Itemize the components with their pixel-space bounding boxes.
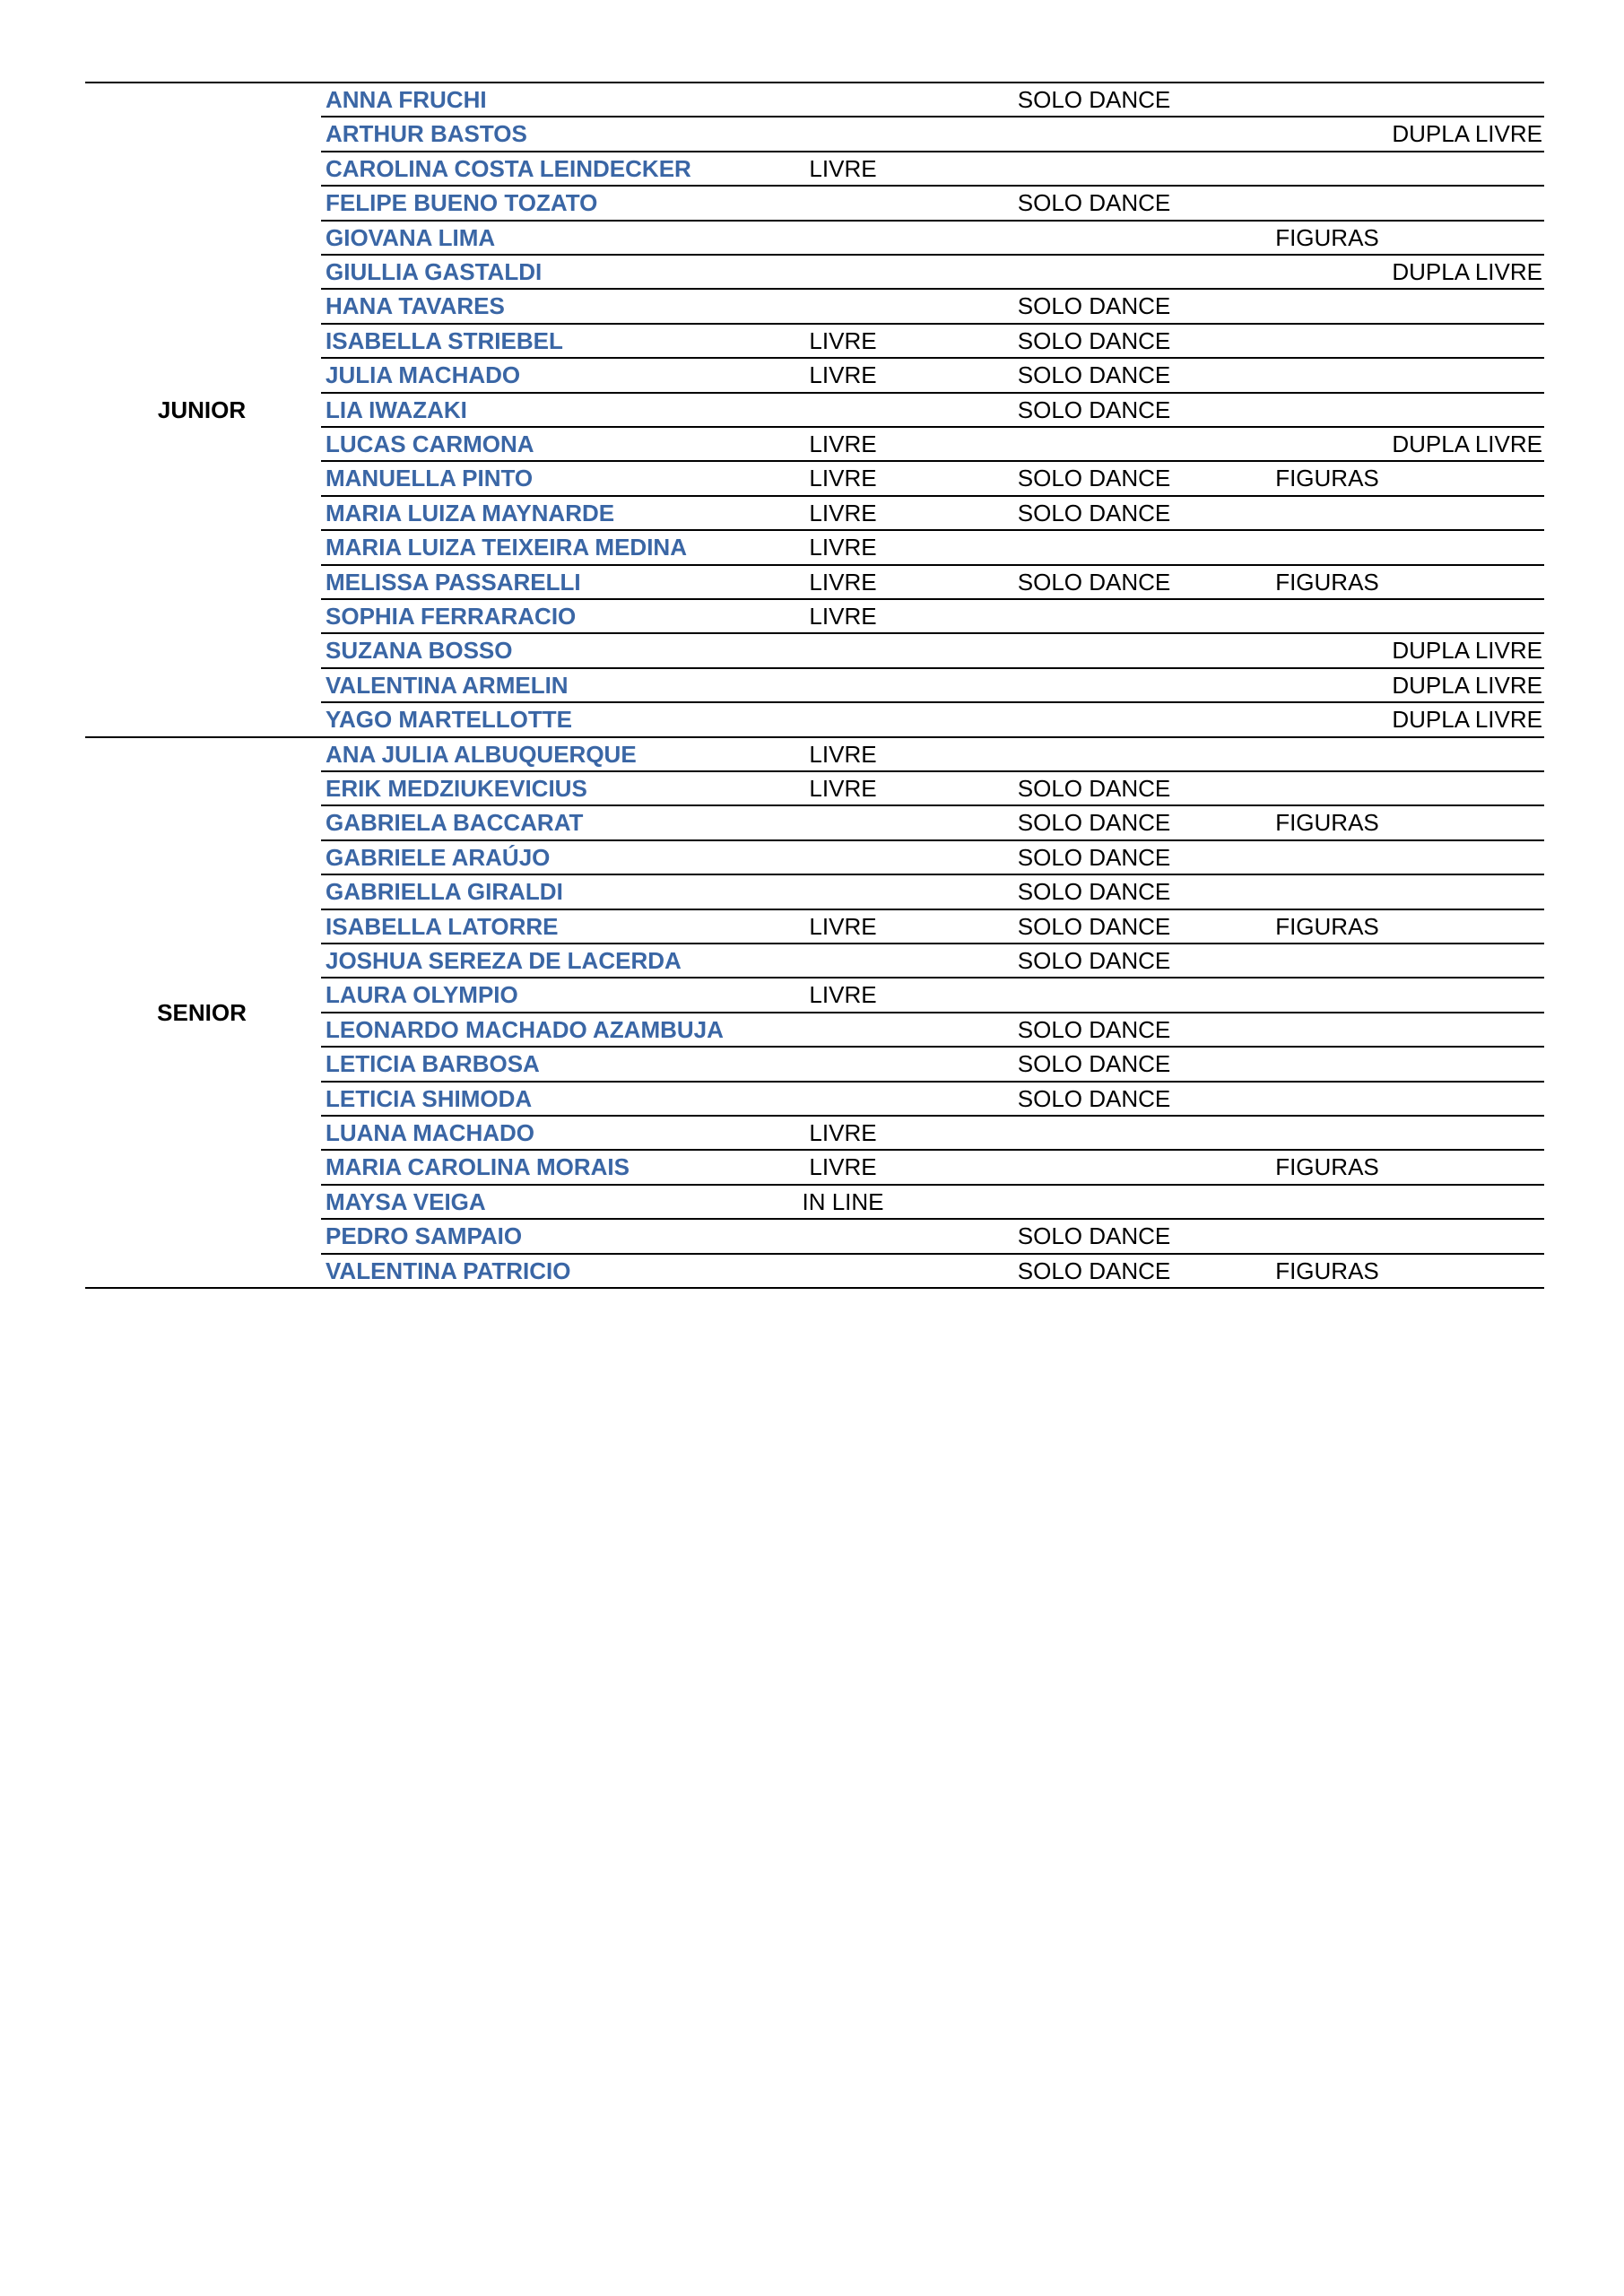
athlete-name: LETICIA BARBOSA: [326, 1050, 540, 1078]
table-row: [0, 427, 1624, 461]
event-figuras: [1273, 1013, 1381, 1047]
event-solo-dance: SOLO DANCE: [1017, 1257, 1171, 1284]
athlete-name: GIOVANA LIMA: [326, 223, 496, 251]
athlete-name: SOPHIA FERRARACIO: [326, 603, 577, 630]
event-solo-dance: [1013, 530, 1175, 564]
event-dupla-livre: [1381, 1219, 1542, 1253]
event-dupla-livre: [1381, 186, 1542, 220]
table-row: [0, 737, 1624, 771]
event-dupla-livre: [1381, 909, 1542, 944]
event-dupla-livre: DUPLA LIVRE: [1392, 258, 1542, 285]
event-solo-dance: [1013, 702, 1175, 736]
event-livre: [789, 186, 897, 220]
athlete-name: MARIA CAROLINA MORAIS: [326, 1153, 630, 1181]
event-solo-dance: SOLO DANCE: [1017, 86, 1171, 113]
event-livre: LIVRE: [809, 534, 877, 561]
event-dupla-livre: [1381, 496, 1542, 530]
event-figuras: [1273, 771, 1381, 805]
table-row: [0, 255, 1624, 289]
event-solo-dance: SOLO DANCE: [1017, 1015, 1171, 1043]
event-solo-dance: SOLO DANCE: [1017, 361, 1171, 389]
table-row: [0, 771, 1624, 805]
event-dupla-livre: [1381, 1116, 1542, 1150]
event-solo-dance: [1013, 668, 1175, 702]
event-figuras: [1273, 599, 1381, 633]
table-row: [0, 1116, 1624, 1150]
event-figuras: [1273, 668, 1381, 702]
event-livre: [789, 83, 897, 117]
table-row: [0, 565, 1624, 599]
table-row: [0, 83, 1624, 117]
event-solo-dance: SOLO DANCE: [1017, 912, 1171, 940]
event-figuras: [1273, 358, 1381, 392]
event-livre: [789, 1047, 897, 1081]
event-dupla-livre: DUPLA LIVRE: [1392, 671, 1542, 699]
event-livre: [789, 805, 897, 839]
table-row: [0, 840, 1624, 874]
athlete-name: HANA TAVARES: [326, 292, 505, 320]
event-solo-dance: [1013, 255, 1175, 289]
event-livre: [789, 1219, 897, 1253]
table-row: [0, 633, 1624, 667]
event-livre: LIVRE: [809, 1119, 877, 1146]
athlete-name: PEDRO SAMPAIO: [326, 1222, 523, 1250]
athlete-name: MARIA LUIZA MAYNARDE: [326, 499, 615, 526]
event-figuras: FIGURAS: [1275, 1153, 1379, 1181]
event-solo-dance: SOLO DANCE: [1017, 947, 1171, 974]
event-livre: [789, 289, 897, 323]
table-row: [0, 599, 1624, 633]
athlete-name: ERIK MEDZIUKEVICIUS: [326, 775, 587, 802]
athlete-name: VALENTINA PATRICIO: [326, 1257, 571, 1284]
event-figuras: [1273, 944, 1381, 978]
event-solo-dance: [1013, 221, 1175, 255]
event-dupla-livre: DUPLA LIVRE: [1392, 706, 1542, 734]
event-figuras: FIGURAS: [1275, 912, 1379, 940]
event-livre: LIVRE: [809, 1153, 877, 1181]
event-figuras: FIGURAS: [1275, 223, 1379, 251]
table-row: [0, 221, 1624, 255]
event-solo-dance: SOLO DANCE: [1017, 1084, 1171, 1112]
athlete-name: LETICIA SHIMODA: [326, 1084, 533, 1112]
table-row: [0, 1254, 1624, 1288]
event-livre: LIVRE: [809, 465, 877, 492]
event-solo-dance: SOLO DANCE: [1017, 878, 1171, 906]
event-livre: LIVRE: [809, 361, 877, 389]
event-livre: [789, 702, 897, 736]
table-row: [0, 530, 1624, 564]
event-dupla-livre: [1381, 1185, 1542, 1219]
table-row: [0, 461, 1624, 495]
athlete-name: YAGO MARTELLOTTE: [326, 706, 572, 734]
event-dupla-livre: [1381, 83, 1542, 117]
athlete-name: ISABELLA STRIEBEL: [326, 326, 563, 354]
event-figuras: [1273, 840, 1381, 874]
event-solo-dance: [1013, 978, 1175, 1012]
athlete-name: JOSHUA SEREZA DE LACERDA: [326, 947, 682, 974]
table-row: [0, 874, 1624, 909]
event-dupla-livre: [1381, 461, 1542, 495]
event-figuras: [1273, 1047, 1381, 1081]
event-livre: LIVRE: [809, 568, 877, 596]
event-solo-dance: SOLO DANCE: [1017, 568, 1171, 596]
event-figuras: [1273, 427, 1381, 461]
event-dupla-livre: [1381, 1254, 1542, 1288]
athlete-name: ARTHUR BASTOS: [326, 120, 527, 148]
table-row: [0, 909, 1624, 944]
athlete-name: ANNA FRUCHI: [326, 86, 487, 113]
event-livre: LIVRE: [809, 603, 877, 630]
event-solo-dance: [1013, 152, 1175, 186]
athlete-name: LEONARDO MACHADO AZAMBUJA: [326, 1015, 724, 1043]
athlete-name: GABRIELE ARAÚJO: [326, 843, 551, 871]
event-dupla-livre: [1381, 1082, 1542, 1116]
table-row: [0, 186, 1624, 220]
event-livre: [789, 633, 897, 667]
athlete-name: GIULLIA GASTALDI: [326, 258, 543, 285]
event-figuras: [1273, 152, 1381, 186]
event-livre: LIVRE: [809, 981, 877, 1009]
event-solo-dance: SOLO DANCE: [1017, 1222, 1171, 1250]
table-row: [0, 496, 1624, 530]
athlete-name: SUZANA BOSSO: [326, 637, 513, 665]
table-row: [0, 289, 1624, 323]
event-figuras: FIGURAS: [1275, 809, 1379, 837]
event-dupla-livre: [1381, 530, 1542, 564]
athlete-name: LIA IWAZAKI: [326, 396, 467, 423]
athlete-name: JULIA MACHADO: [326, 361, 521, 389]
event-dupla-livre: [1381, 1013, 1542, 1047]
event-livre: LIVRE: [809, 326, 877, 354]
athlete-name: GABRIELA BACCARAT: [326, 809, 584, 837]
event-figuras: [1273, 324, 1381, 358]
event-dupla-livre: [1381, 324, 1542, 358]
event-dupla-livre: [1381, 944, 1542, 978]
event-livre: [789, 840, 897, 874]
event-livre: [789, 1254, 897, 1288]
event-dupla-livre: DUPLA LIVRE: [1392, 120, 1542, 148]
event-solo-dance: SOLO DANCE: [1017, 775, 1171, 802]
event-solo-dance: SOLO DANCE: [1017, 292, 1171, 320]
table-row: [0, 1047, 1624, 1081]
event-dupla-livre: [1381, 358, 1542, 392]
event-livre: LIVRE: [809, 499, 877, 526]
event-livre: [789, 874, 897, 909]
athlete-name: MELISSA PASSARELLI: [326, 568, 581, 596]
event-solo-dance: [1013, 1185, 1175, 1219]
table-row: [0, 1082, 1624, 1116]
event-solo-dance: [1013, 633, 1175, 667]
event-livre: LIVRE: [809, 430, 877, 457]
event-solo-dance: SOLO DANCE: [1017, 396, 1171, 423]
event-solo-dance: [1013, 427, 1175, 461]
event-figuras: [1273, 289, 1381, 323]
event-livre: IN LINE: [802, 1187, 884, 1215]
event-dupla-livre: DUPLA LIVRE: [1392, 430, 1542, 457]
event-solo-dance: [1013, 1116, 1175, 1150]
event-livre: LIVRE: [809, 775, 877, 802]
table-row: [0, 358, 1624, 392]
athlete-name: MAYSA VEIGA: [326, 1187, 486, 1215]
event-livre: [789, 668, 897, 702]
athlete-name: FELIPE BUENO TOZATO: [326, 189, 598, 217]
event-livre: LIVRE: [809, 740, 877, 768]
event-dupla-livre: [1381, 1047, 1542, 1081]
event-dupla-livre: [1381, 221, 1542, 255]
event-solo-dance: [1013, 117, 1175, 151]
event-figuras: [1273, 1082, 1381, 1116]
event-solo-dance: SOLO DANCE: [1017, 189, 1171, 217]
event-figuras: [1273, 1185, 1381, 1219]
event-livre: [789, 255, 897, 289]
event-dupla-livre: [1381, 1150, 1542, 1184]
event-figuras: FIGURAS: [1275, 1257, 1379, 1284]
event-livre: [789, 1082, 897, 1116]
event-solo-dance: [1013, 737, 1175, 771]
athlete-name: MARIA LUIZA TEIXEIRA MEDINA: [326, 534, 687, 561]
event-dupla-livre: [1381, 737, 1542, 771]
event-solo-dance: SOLO DANCE: [1017, 809, 1171, 837]
event-solo-dance: SOLO DANCE: [1017, 326, 1171, 354]
table-row: [0, 805, 1624, 839]
table-row: [0, 702, 1624, 736]
event-figuras: FIGURAS: [1275, 465, 1379, 492]
table-row: [0, 117, 1624, 151]
event-solo-dance: [1013, 1150, 1175, 1184]
athlete-name: LUCAS CARMONA: [326, 430, 534, 457]
athlete-name: ISABELLA LATORRE: [326, 912, 559, 940]
event-figuras: [1273, 117, 1381, 151]
event-solo-dance: SOLO DANCE: [1017, 843, 1171, 871]
event-livre: [789, 221, 897, 255]
event-dupla-livre: DUPLA LIVRE: [1392, 637, 1542, 665]
event-solo-dance: SOLO DANCE: [1017, 1050, 1171, 1078]
event-dupla-livre: [1381, 874, 1542, 909]
event-dupla-livre: [1381, 840, 1542, 874]
event-figuras: [1273, 633, 1381, 667]
athlete-name: ANA JULIA ALBUQUERQUE: [326, 740, 637, 768]
table-row: [0, 324, 1624, 358]
table-row: [0, 668, 1624, 702]
athlete-name: LAURA OLYMPIO: [326, 981, 518, 1009]
event-figuras: [1273, 702, 1381, 736]
category-label: SENIOR: [157, 998, 247, 1026]
event-livre: [789, 393, 897, 427]
event-figuras: [1273, 737, 1381, 771]
event-dupla-livre: [1381, 289, 1542, 323]
athlete-name: VALENTINA ARMELIN: [326, 671, 569, 699]
event-figuras: [1273, 83, 1381, 117]
category-label: JUNIOR: [157, 396, 247, 423]
event-figuras: [1273, 1219, 1381, 1253]
event-figuras: [1273, 530, 1381, 564]
event-figuras: [1273, 978, 1381, 1012]
event-solo-dance: SOLO DANCE: [1017, 465, 1171, 492]
event-livre: [789, 944, 897, 978]
event-figuras: [1273, 496, 1381, 530]
event-dupla-livre: [1381, 599, 1542, 633]
athlete-name: CAROLINA COSTA LEINDECKER: [326, 154, 691, 182]
athlete-name: LUANA MACHADO: [326, 1119, 535, 1146]
event-dupla-livre: [1381, 152, 1542, 186]
table-row: [0, 1185, 1624, 1219]
event-figuras: [1273, 874, 1381, 909]
table-row: [0, 1150, 1624, 1184]
event-solo-dance: [1013, 599, 1175, 633]
athlete-name: GABRIELLA GIRALDI: [326, 878, 563, 906]
event-figuras: [1273, 186, 1381, 220]
event-solo-dance: SOLO DANCE: [1017, 499, 1171, 526]
table-bottom-rule: [85, 1287, 1544, 1289]
event-figuras: [1273, 393, 1381, 427]
event-dupla-livre: [1381, 565, 1542, 599]
event-dupla-livre: [1381, 978, 1542, 1012]
event-figuras: [1273, 1116, 1381, 1150]
event-livre: [789, 117, 897, 151]
table-row: [0, 1219, 1624, 1253]
event-livre: LIVRE: [809, 154, 877, 182]
athlete-name: MANUELLA PINTO: [326, 465, 534, 492]
event-livre: LIVRE: [809, 912, 877, 940]
event-dupla-livre: [1381, 771, 1542, 805]
table-row: [0, 944, 1624, 978]
event-dupla-livre: [1381, 805, 1542, 839]
event-figuras: [1273, 255, 1381, 289]
table-row: [0, 152, 1624, 186]
event-figuras: FIGURAS: [1275, 568, 1379, 596]
event-dupla-livre: [1381, 393, 1542, 427]
event-livre: [789, 1013, 897, 1047]
